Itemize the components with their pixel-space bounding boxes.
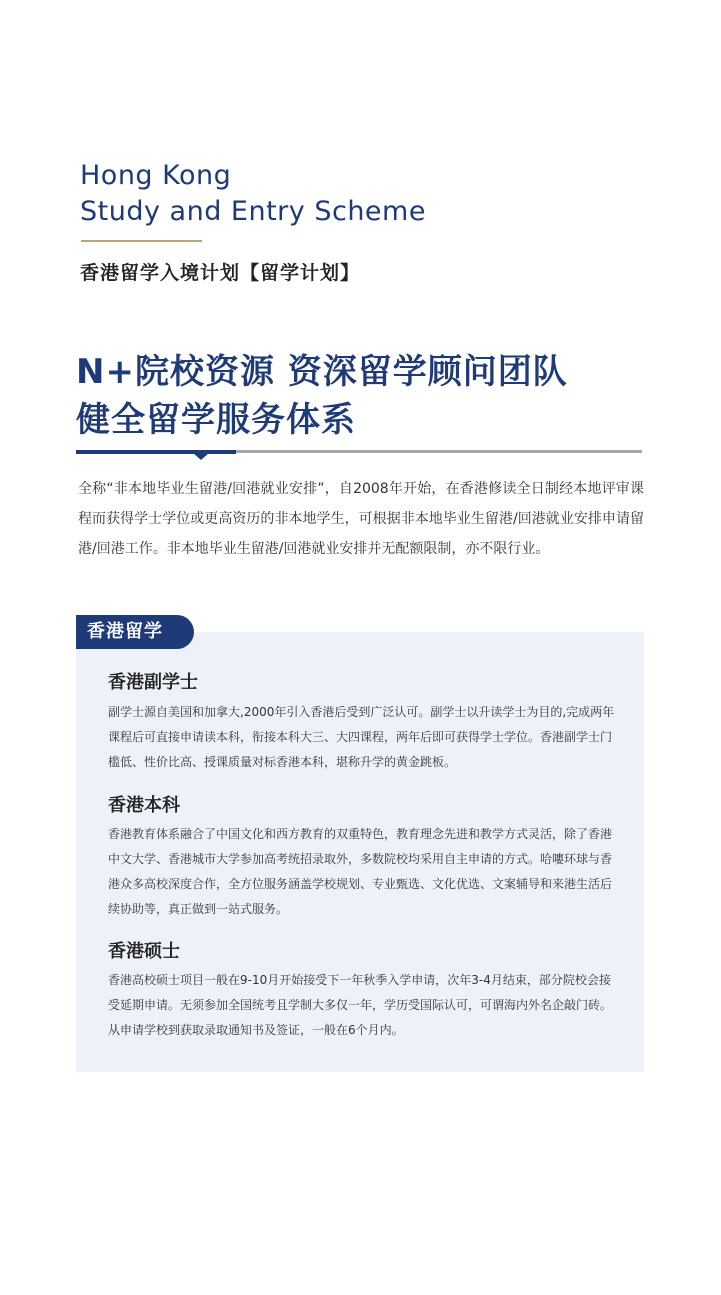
english-title-line-1: Hong Kong [80, 160, 232, 191]
headline [76, 348, 568, 444]
masters-title: 香港硕士 [108, 941, 180, 962]
chinese-subtitle: 香港留学入境计划【留学计划】 [80, 262, 361, 284]
english-title-line-2: Study and Entry Scheme [80, 196, 426, 227]
associate-degree-title: 香港副学士 [108, 672, 198, 693]
headline-line-2: 健全留学服务体系 [76, 400, 356, 440]
undergraduate-body: 香港教育体系融合了中国文化和西方教育的双重特色，教育理念先进和教学方式灵活，除了香港中文大学、香港城市大学参加高考统招录取外，多数院校均采用自主申请的方式。哈嘍环球与香港众多高校深度合作，全方位服务涵盖学校规划、专业甄选、文化优选、文案辅导和来港生活后续协助等，真正做到一站式服务。 [108, 827, 613, 916]
undergraduate-title: 香港本科 [108, 795, 180, 816]
english-title [80, 158, 426, 230]
headline-line-1: N+院校资源 资深留学顾问团队 [76, 352, 568, 392]
headline-divider-notch [193, 453, 209, 460]
associate-degree-body: 副学士源自美国和加拿大,2000年引入香港后受到广泛认可。副学士以升读学士为目的,完成两年课程后可直接申请读本科，衔接本科大三、大四课程，两年后即可获得学士学位。香港副学士门槛低、性价比高、授课质量对标香港本科，堪称升学的黄金跳板。 [108, 705, 615, 769]
study-section-tab: 香港留学 [76, 615, 194, 649]
gold-divider [81, 240, 202, 242]
headline-divider-accent [76, 450, 236, 454]
masters-body: 香港高校硕士项目一般在9-10月开始接受下一年秋季入学申请，次年3-4月结束，部分院校会接受延期申请。无须参加全国统考且学制大多仅一年，学历受国际认可，可谓海内外名企敲门砖。从申请学校到获取录取通知书及签证，一般在6个月内。 [108, 973, 613, 1037]
intro-paragraph: 全称“非本地毕业生留港/回港就业安排”，自2008年开始，在香港修读全日制经本地评审课程而获得学士学位或更高资历的非本地学生，可根据非本地毕业生留港/回港就业安排申请留港/回港工作。非本地毕业生留港/回港就业安排并无配额限制，亦不限行业。 [78, 481, 644, 557]
